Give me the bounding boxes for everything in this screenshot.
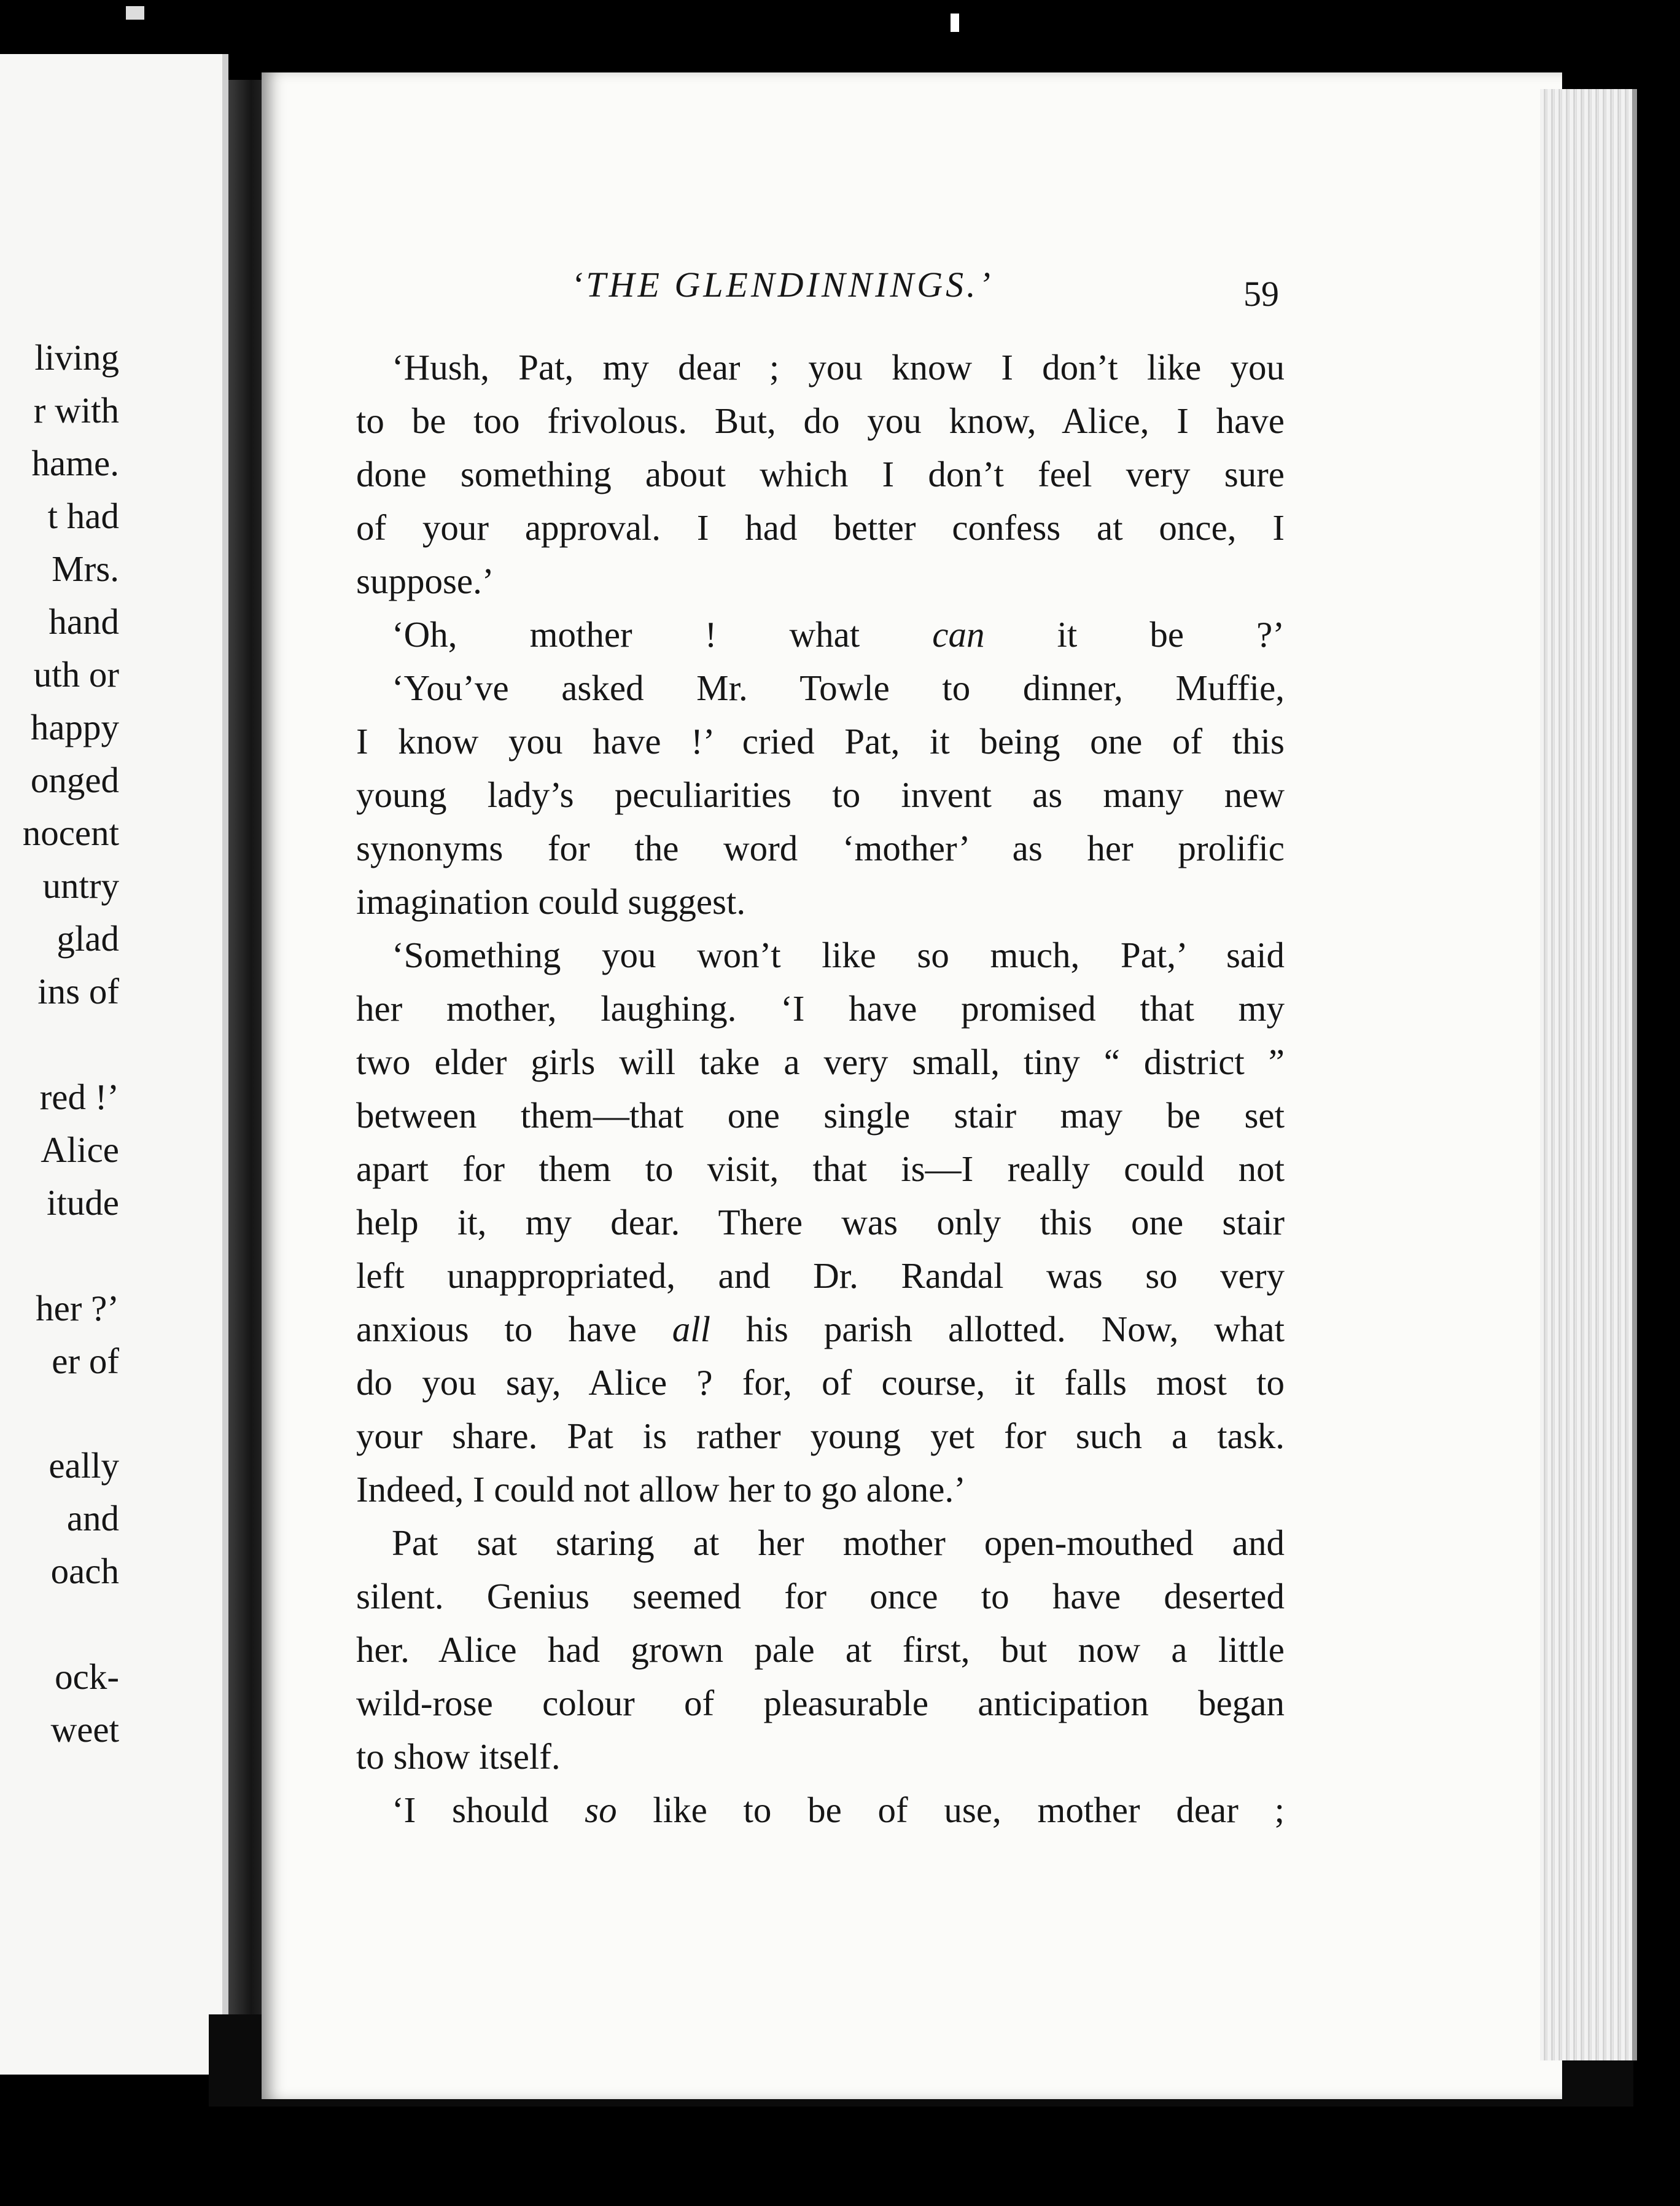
text-run: it be ?’ [984,614,1285,655]
left-page-line: weet [50,1709,119,1750]
left-page-line: her ?’ [36,1288,119,1328]
book-gutter [228,80,266,2083]
left-page-line: glad [56,918,119,959]
text-run: wild-rose colour of pleasurable anticipation began [356,1683,1285,1723]
left-page-line: nocent [22,813,119,853]
left-page-line: Mrs. [52,548,119,589]
left-page-fragment [0,54,228,2075]
text-line [356,1142,1285,1196]
text-run: I know you have !’ cried Pat, it being one of this [356,721,1285,762]
left-page-line: oach [50,1551,119,1591]
text-line [356,1196,1285,1249]
text-line [356,715,1285,768]
text-run: like to be of use, mother dear ; [616,1790,1285,1830]
text-line [356,822,1285,875]
text-line [356,1463,1285,1516]
text-run: your share. Pat is rather young yet for such a task. [356,1416,1285,1456]
text-line [356,448,1285,501]
page-edges [1540,89,1637,2060]
text-run: do you say, Alice ? for, of course, it falls most to [356,1362,1285,1403]
text-line [356,982,1285,1035]
text-line [356,394,1285,448]
text-run: suppose.’ [356,561,494,601]
text-run: ‘I should [392,1790,585,1830]
left-page-line: uth or [33,654,119,695]
text-run: between them—that one single stair may be set [356,1095,1285,1136]
text-run: two elder girls will take a very small, tiny “ district ” [356,1042,1285,1082]
text-line [356,1356,1285,1409]
text-line [356,768,1285,822]
text-run: to show itself. [356,1736,561,1777]
scan-speck [951,14,959,32]
text-run: Indeed, I could not allow her to go alone.’ [356,1469,966,1510]
text-run: to be too frivolous. But, do you know, Alice, I have [356,400,1285,441]
left-page-line: untry [42,865,119,906]
text-line [356,1409,1285,1463]
left-page-line: red !’ [39,1077,119,1117]
text-line [356,1783,1285,1837]
left-page-line: living [34,337,119,378]
text-line [356,1089,1285,1142]
text-run: ‘You’ve asked Mr. Towle to dinner, Muffie, [392,668,1285,708]
left-page-line: and [66,1498,119,1538]
italic-word: all [672,1309,711,1349]
left-page-line: happy [30,707,119,747]
text-run: ‘Hush, Pat, my dear ; you know I don’t like you [392,347,1285,388]
left-page-line: itude [47,1182,119,1223]
left-page-line: t had [47,496,119,536]
text-run: her mother, laughing. ‘I have promised that my [356,988,1285,1029]
text-line [356,341,1285,394]
running-head: ‘THE GLENDINNINGS.’ [571,265,994,305]
page-number: 59 [1243,274,1279,314]
left-page-line: eally [49,1445,119,1486]
text-line [356,661,1285,715]
left-page-line: r with [33,390,119,431]
left-page-line: onged [30,760,119,800]
text-run: his parish allotted. Now, what [710,1309,1285,1349]
text-line [356,1516,1285,1570]
text-run: left unappropriated, and Dr. Randal was so very [356,1255,1285,1296]
left-page-line: ock- [55,1656,119,1697]
left-page-line: ins of [37,971,119,1011]
text-line [356,1623,1285,1677]
text-run: imagination could suggest. [356,881,746,922]
text-line [356,929,1285,982]
text-run: of your approval. I had better confess at once, I [356,507,1285,548]
italic-word: so [585,1790,617,1830]
text-run: apart for them to visit, that is—I really could not [356,1148,1285,1189]
scan-speck [126,6,144,20]
text-run: done something about which I don’t feel very sure [356,454,1285,494]
text-line [356,1570,1285,1623]
text-line [356,1249,1285,1303]
text-run: young lady’s peculiarities to invent as many new [356,774,1285,815]
text-line [356,1730,1285,1783]
text-run: ‘Oh, mother ! what [392,614,933,655]
text-run: Pat sat staring at her mother open-mouthed and [392,1522,1285,1563]
text-run: anxious to have [356,1309,672,1349]
left-page-line: hame. [31,443,119,483]
italic-word: can [932,614,985,655]
text-line [356,1035,1285,1089]
left-page-line: Alice [41,1129,119,1170]
text-line [356,608,1285,661]
left-page-line: hand [49,601,119,642]
text-run: help it, my dear. There was only this one stair [356,1202,1285,1242]
body-text [356,341,1285,1837]
left-page-line: er of [52,1341,119,1381]
text-line [356,1303,1285,1356]
text-run: synonyms for the word ‘mother’ as her prolific [356,828,1285,868]
text-run: ‘Something you won’t like so much, Pat,’ said [392,935,1285,975]
text-run: silent. Genius seemed for once to have deserted [356,1576,1285,1616]
text-line [356,875,1285,929]
text-line [356,555,1285,608]
text-run: her. Alice had grown pale at first, but now a little [356,1629,1285,1670]
text-line [356,1677,1285,1730]
text-line [356,501,1285,555]
